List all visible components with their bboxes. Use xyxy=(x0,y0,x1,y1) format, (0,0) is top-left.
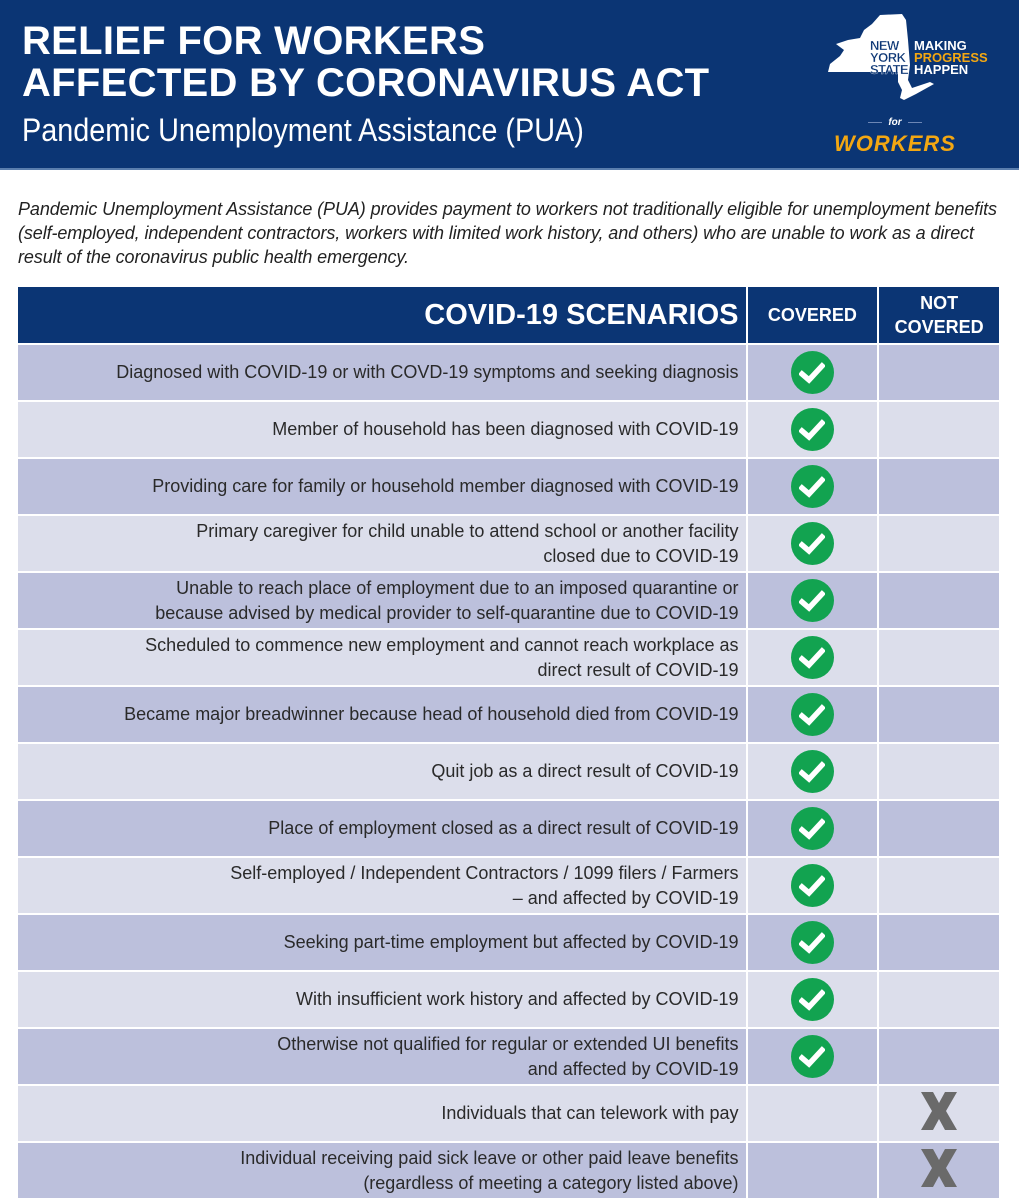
scenario-text xyxy=(18,858,746,913)
check-circle-icon xyxy=(791,864,834,907)
scenario-text xyxy=(18,630,746,685)
covered-cell xyxy=(748,1143,878,1198)
covered-cell xyxy=(748,1029,878,1084)
not-covered-cell xyxy=(879,459,999,514)
not-covered-cell xyxy=(879,972,999,1027)
not-covered-cell xyxy=(879,858,999,913)
table-row xyxy=(18,972,999,1027)
scenario-text-line: because advised by medical provider to self-quarantine due to COVID-19 xyxy=(155,602,739,623)
scenario-text xyxy=(18,573,746,628)
table-row xyxy=(18,1086,999,1141)
intro-paragraph: Pandemic Unemployment Assistance (PUA) provides payment to workers not traditionally eligible for unemployment benefits (self-employed, independent contractors, workers with limited work history, and others) who are unable to work as a direct result of the coronavirus public health emergency. xyxy=(18,199,997,267)
scenario-text xyxy=(18,1086,746,1141)
table-row xyxy=(18,744,999,799)
table-row xyxy=(18,915,999,970)
scenario-text xyxy=(18,1029,746,1084)
check-circle-icon xyxy=(791,750,834,793)
check-circle-icon xyxy=(791,978,834,1021)
table-row xyxy=(18,687,999,742)
covered-cell xyxy=(748,687,878,742)
header-banner xyxy=(0,0,1019,170)
not-covered-cell xyxy=(879,345,999,400)
scenario-text-line: With insufficient work history and affected by COVID-19 xyxy=(295,989,739,1009)
check-circle-icon xyxy=(791,636,834,679)
scenarios-table xyxy=(18,287,999,1198)
not-covered-cell xyxy=(879,516,999,571)
scenario-text xyxy=(18,972,746,1027)
scenario-text-line: Unable to reach place of employment due to an imposed quarantine or xyxy=(176,577,739,598)
scenario-text xyxy=(18,402,746,457)
check-circle-icon xyxy=(791,1035,834,1078)
logo-workers-text: WORKERS xyxy=(834,131,956,156)
table-header xyxy=(18,287,999,343)
scenario-text-line: Place of employment closed as a direct result of COVID-19 xyxy=(268,818,739,838)
check-circle-icon xyxy=(791,807,834,850)
check-circle-icon xyxy=(791,465,834,508)
covered-cell xyxy=(748,402,878,457)
scenario-text-line: Quit job as a direct result of COVID-19 xyxy=(431,761,739,781)
nys-logo xyxy=(820,10,1010,160)
table-row xyxy=(18,459,999,514)
covered-cell xyxy=(748,516,878,571)
not-covered-cell xyxy=(879,1086,999,1141)
covered-cell xyxy=(748,801,878,856)
scenario-text xyxy=(18,915,746,970)
covered-cell xyxy=(748,459,878,514)
header-covered: COVERED xyxy=(748,287,878,343)
check-circle-icon xyxy=(791,921,834,964)
table-row xyxy=(18,573,999,628)
covered-cell xyxy=(748,345,878,400)
scenario-text-line: Individuals that can telework with pay xyxy=(441,1103,739,1123)
not-covered-cell xyxy=(879,801,999,856)
table-row xyxy=(18,630,999,685)
covered-cell xyxy=(748,573,878,628)
scenario-text-line: Became major breadwinner because head of household died from COVID-19 xyxy=(124,704,739,724)
table-row xyxy=(18,516,999,571)
not-covered-cell xyxy=(879,1143,999,1198)
not-covered-cell xyxy=(879,915,999,970)
title-line-1: RELIEF FOR WORKERS xyxy=(22,19,486,63)
not-covered-cell xyxy=(879,744,999,799)
not-covered-cell xyxy=(879,687,999,742)
table-body xyxy=(18,345,999,1198)
scenario-text-line: Providing care for family or household member diagnosed with COVID-19 xyxy=(152,476,739,496)
covered-cell xyxy=(748,972,878,1027)
scenario-text-line: – and affected by COVID-19 xyxy=(512,887,739,908)
scenario-text xyxy=(18,459,746,514)
covered-cell xyxy=(748,915,878,970)
not-covered-cell xyxy=(879,573,999,628)
scenario-text xyxy=(18,744,746,799)
page-subtitle: Pandemic Unemployment Assistance (PUA) xyxy=(22,112,584,148)
title-line-2: AFFECTED BY CORONAVIRUS ACT xyxy=(22,61,710,105)
scenario-text xyxy=(18,516,746,571)
covered-cell xyxy=(748,630,878,685)
scenario-text-line: Scheduled to commence new employment and cannot reach workplace as xyxy=(145,634,739,655)
covered-cell xyxy=(748,858,878,913)
table-row xyxy=(18,1143,999,1198)
page-title xyxy=(22,20,709,104)
scenario-text-line: closed due to COVID-19 xyxy=(543,545,739,566)
scenario-text-line: Seeking part-time employment but affected by COVID-19 xyxy=(283,932,739,952)
scenario-text-line: Otherwise not qualified for regular or extended UI benefits xyxy=(277,1033,739,1054)
covered-cell xyxy=(748,1086,878,1141)
header-scenarios: COVID-19 SCENARIOS xyxy=(18,287,746,343)
scenario-text-line: and affected by COVID-19 xyxy=(527,1058,739,1079)
check-circle-icon xyxy=(791,408,834,451)
table-row xyxy=(18,402,999,457)
scenario-text-line: Individual receiving paid sick leave or other paid leave benefits xyxy=(240,1147,739,1168)
check-circle-icon xyxy=(791,579,834,622)
scenario-text-line: direct result of COVID-19 xyxy=(537,659,739,680)
scenario-text xyxy=(18,1143,746,1198)
logo-for-text: for xyxy=(820,117,970,128)
scenario-text-line: Self-employed / Independent Contractors / 1099 filers / Farmers xyxy=(230,862,739,883)
check-circle-icon xyxy=(791,522,834,565)
covered-cell xyxy=(748,744,878,799)
table-row xyxy=(18,1029,999,1084)
scenario-text-line: Primary caregiver for child unable to attend school or another facility xyxy=(196,520,739,541)
not-covered-cell xyxy=(879,630,999,685)
check-circle-icon xyxy=(791,693,834,736)
scenario-text xyxy=(18,801,746,856)
table-row xyxy=(18,345,999,400)
not-covered-cell xyxy=(879,402,999,457)
logo-state-text: NEW YORK STATE xyxy=(870,38,909,77)
table-row xyxy=(18,801,999,856)
x-mark-icon xyxy=(919,1146,959,1196)
scenario-text-line: Diagnosed with COVID-19 or with COVD-19 symptoms and seeking diagnosis xyxy=(116,362,739,382)
scenario-text-line: (regardless of meeting a category listed above) xyxy=(363,1172,739,1193)
table-row xyxy=(18,858,999,913)
scenario-text xyxy=(18,345,746,400)
scenario-text-line: Member of household has been diagnosed with COVID-19 xyxy=(272,419,739,439)
not-covered-cell xyxy=(879,1029,999,1084)
x-mark-icon xyxy=(919,1089,959,1139)
logo-slogan: MAKING PROGRESS HAPPEN xyxy=(914,38,988,77)
scenario-text xyxy=(18,687,746,742)
header-not-covered: NOT COVERED xyxy=(879,287,999,343)
check-circle-icon xyxy=(791,351,834,394)
